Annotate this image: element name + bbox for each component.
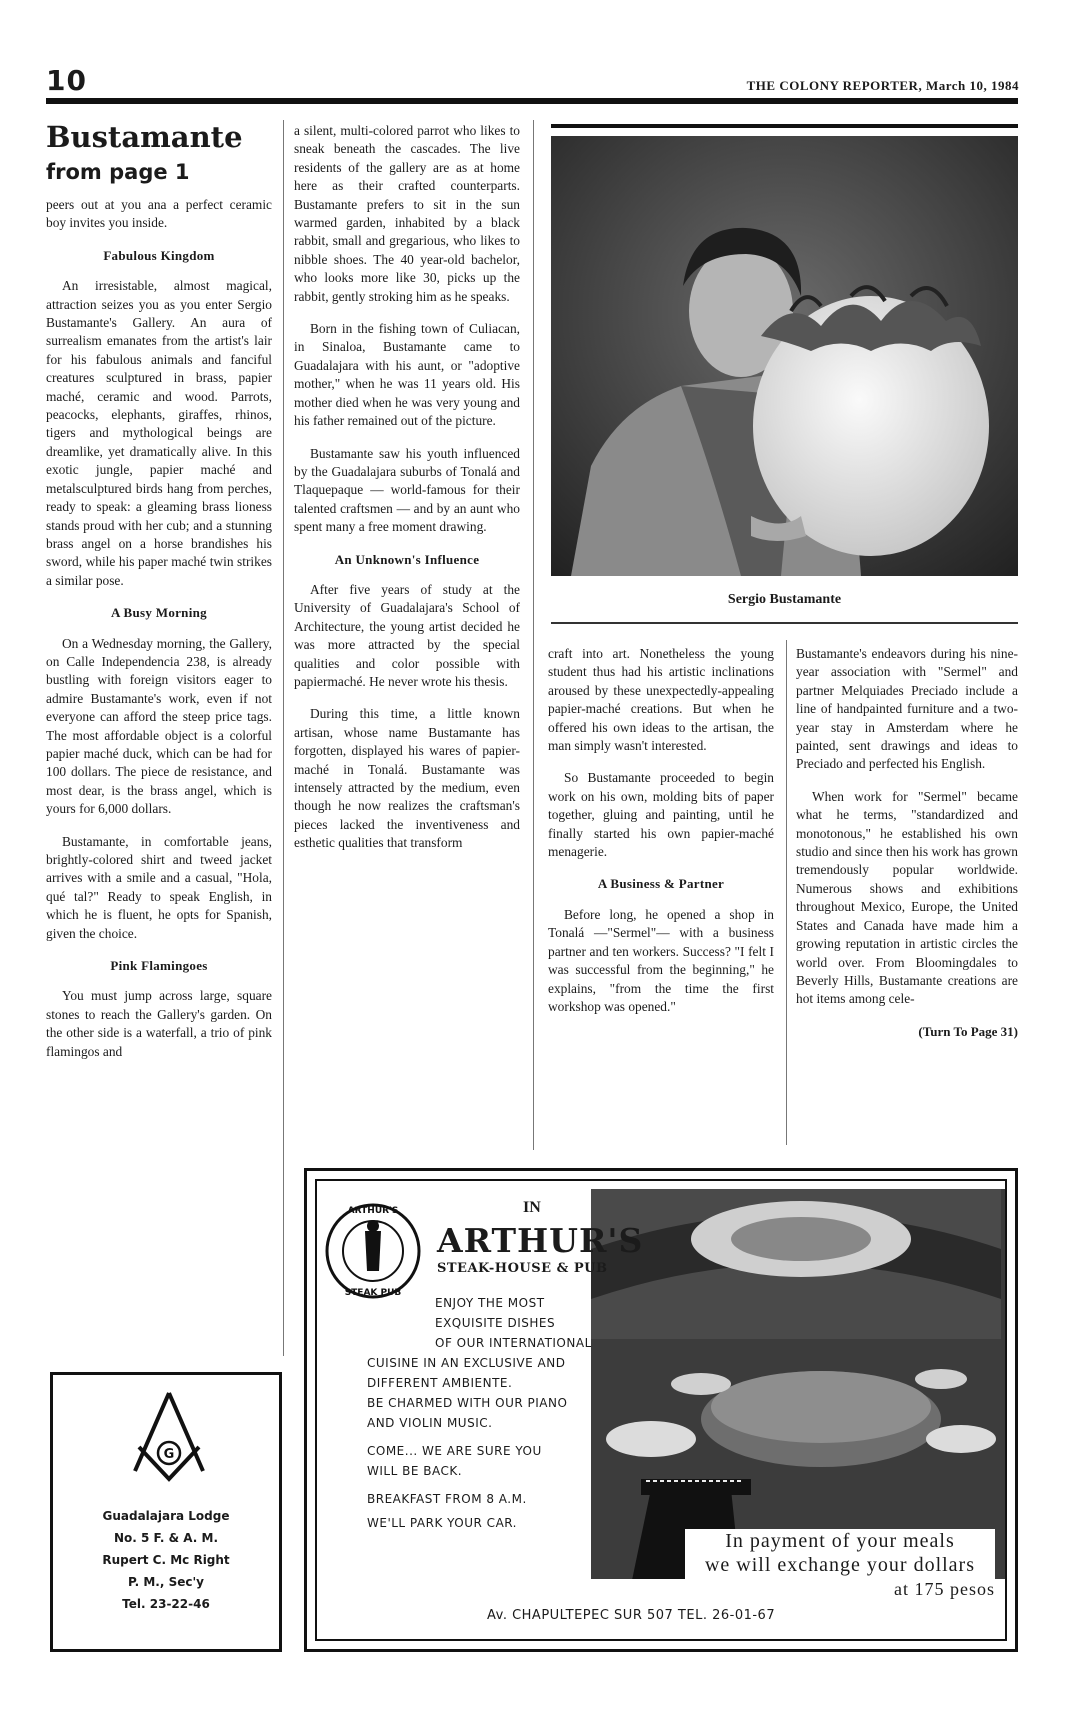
payment-offer — [685, 1529, 995, 1601]
lodge-number: No. 5 F. & A. M. — [113, 1531, 219, 1545]
article-column-3 — [548, 645, 774, 1030]
subhead: from page 1 — [46, 160, 190, 184]
section-heading: A Business & Partner — [597, 876, 725, 892]
restaurant-advertisement — [304, 1168, 1018, 1652]
payment-line: In payment of your meals — [725, 1530, 955, 1552]
payment-line: we will exchange your dollars — [704, 1554, 976, 1576]
ad-line: BREAKFAST FROM 8 A.M. — [367, 1492, 527, 1506]
paragraph: Bustamante, in comfortable jeans, brightly-colored shirt and tweed jacket arrives with a smile and a casual, "Hola, qué tal?" Ready to speak English, in which he is fluent, he opts for Spanish, given the choice. — [46, 833, 272, 941]
lodge-advertisement — [50, 1372, 282, 1652]
paragraph: On a Wednesday morning, the Gallery, on Calle Independencia 238, is already bustling with foreign visitors eager to admire Bustamante's work, even if not everyone can afford the steep price tags. The most affordable object is a colorful papier maché duck, which can be had for 100 dollars. The piece de resistance, and most dear, is the brass angel, which is yours for 6,000 dollars. — [46, 635, 272, 817]
restaurant-address: Av. CHAPULTEPEC SUR 507 TEL. 26-01-67 — [487, 1608, 776, 1623]
column-divider — [786, 640, 787, 1145]
ad-line: BE CHARMED WITH OUR PIANO — [367, 1396, 568, 1410]
photo-caption: Sergio Bustamante — [727, 592, 842, 607]
ad-line: COME... WE ARE SURE YOU — [367, 1444, 542, 1458]
lodge-title: P. M., Sec'y — [128, 1575, 204, 1589]
ad-line: EXQUISITE DISHES — [435, 1316, 556, 1330]
headline: Bustamante — [46, 120, 243, 154]
paragraph: craft into art. Nonetheless the young student thus had his artistic inclinations aroused by these unexpectedly-appealing papier-maché creations. But when he offered his own ideas to the artisan, the man simply wasn't interested. — [548, 646, 774, 754]
ad-line: CUISINE IN AN EXCLUSIVE AND — [367, 1356, 566, 1370]
ad-line: WILL BE BACK. — [367, 1464, 463, 1478]
paragraph: During this time, a little known artisan, whose name Bustamante has forgotten, displayed his wares of papier-maché in Tonalá. Bustamante was intensely attracted by the medium, even though he now realizes the craftsman's pieces lacked the inventiveness and esthetic qualities that transform — [294, 706, 520, 851]
paragraph: When work for "Sermel" became what he terms, "standardized and monotonous," he established his own studio and since then his work has grown tremendously popular worldwide. Numerous shows and exhibitions throughout Mexico, Europe, the United States and Canada have made him a growing reputation in artistic circles the world over. From Bloomingdales to Beverly Hills, Bustamante creations are hot items among cele- — [796, 788, 1018, 1007]
paragraph: You must jump across large, square stones to reach the Gallery's garden. On the other side is a waterfall, a trio of pink flamingos and — [46, 988, 272, 1059]
ad-line: DIFFERENT AMBIENTE. — [367, 1376, 513, 1390]
payment-line: at 175 pesos — [894, 1579, 995, 1599]
section-heading: Fabulous Kingdom — [103, 247, 215, 263]
restaurant-interior-photo — [591, 1189, 1005, 1579]
page-number: 10 — [46, 64, 87, 97]
header-rule — [46, 98, 1018, 104]
portrait-photo — [551, 136, 1018, 576]
paragraph: After five years of study at the University of Guadalajara's School of Architecture, the young artist decided he was more attracted by the special qualities and color possible with papiermaché. He never wrote his thesis. — [294, 581, 520, 689]
ad-frame — [315, 1179, 1007, 1641]
ad-copy — [367, 1293, 647, 1533]
restaurant-name: ARTHUR'S — [437, 1221, 644, 1260]
section-heading: An Unknown's Influence — [334, 551, 480, 567]
masonic-emblem-icon — [53, 1385, 285, 1505]
svg-text:ARTHUR'S: ARTHUR'S — [347, 1206, 399, 1216]
ad-line: WE'LL PARK YOUR CAR. — [367, 1516, 517, 1530]
lodge-contact: Rupert C. Mc Right — [102, 1553, 230, 1567]
paragraph: An irresistable, almost magical, attraction seizes you as you enter Sergio Bustamante's Gallery. An aura of surrealism emanates from the artist's lair for his fabulous animals and fanciful creatures sculptured in brass, papier maché, ceramic and wood. Parrots, peacocks, elephants, giraffes, rhinos, tigers and mythological beings are dreamlike, yet dramatically alive. In this exotic jungle, papier maché and metalsculptured birds hang from perches, ready to speak: a gleaming brass lioness stands proud with her cub; and a stunning brass angel on a horse brandishes his sword, while his paper maché twin strikes a similar pose. — [46, 278, 272, 588]
svg-text:G: G — [163, 1447, 175, 1462]
paragraph: peers out at you ana a perfect ceramic boy invites you inside. — [46, 197, 272, 231]
paragraph: Before long, he opened a shop in Tonalá —"Sermel"— with a business partner and ten workers. Success? "I felt I was successful from the beginning," he explains, "from the time the first workshop was opened." — [548, 906, 774, 1014]
ad-line: AND VIOLIN MUSIC. — [367, 1416, 493, 1430]
section-heading: A Busy Morning — [111, 605, 207, 621]
article-column-4 — [796, 645, 1018, 1041]
ad-line: OF OUR INTERNATIONAL — [435, 1336, 592, 1350]
column-divider — [533, 120, 534, 1150]
column-divider — [283, 120, 284, 1356]
lodge-text — [53, 1505, 279, 1615]
section-heading: Pink Flamingoes — [110, 958, 208, 974]
paragraph: So Bustamante proceeded to begin work on his own, molding bits of paper together, gluing and painting, until he finally started his own papier-maché menagerie. — [548, 770, 774, 860]
svg-text:STEAK PUB: STEAK PUB — [344, 1288, 402, 1298]
restaurant-tagline: STEAK-HOUSE & PUB — [437, 1261, 608, 1276]
article-column-1 — [46, 120, 272, 1075]
photo-rule — [551, 124, 1018, 128]
caption-rule — [551, 622, 1018, 624]
portrait-illustration — [551, 136, 1018, 576]
paragraph: Bustamante's endeavors during his nine-year association with "Sermel" and partner Melquiades Preciado include a line of handpainted furniture and a two-year stay in Amsterdam where he painted, sent drawings and ideas to Preciado and perfected his English. — [796, 646, 1018, 772]
ad-in-label: IN — [523, 1199, 541, 1216]
lodge-phone: Tel. 23-22-46 — [122, 1597, 210, 1611]
paragraph: Born in the fishing town of Culiacan, in Sinaloa, Bustamante came to Guadalajara with his aunt, or "adoptive mother," when he was 11 years old. His mother died when he was very young and his father remained out of the picture. — [294, 321, 520, 429]
paragraph: a silent, multi-colored parrot who likes to sneak beneath the cascades. The live residents of the gallery are as at home here as their crafted counterparts. Bustamante prefers to sit in the sun warmed garden, inhabited by a black rabbit, small and gregarious, who likes to nibble shoes. The 40 year-old bachelor, who looks more like 30, picks up the rabbit, gently stroking him as he speaks. — [294, 123, 520, 304]
photo-block — [551, 124, 1018, 624]
ad-line: ENJOY THE MOST — [435, 1296, 545, 1310]
masthead: THE COLONY REPORTER, March 10, 1984 — [746, 78, 1019, 93]
continued-notice: (Turn To Page 31) — [918, 1023, 1018, 1039]
lodge-name: Guadalajara Lodge — [102, 1509, 230, 1523]
paragraph: Bustamante saw his youth influenced by the Guadalajara suburbs of Tonalá and Tlaquepaque — world-famous for their talented craftsmen — and by an aunt who spent many a free moment drawing. — [294, 445, 520, 535]
article-column-2 — [294, 122, 520, 867]
restaurant-interior-illustration — [591, 1189, 1001, 1579]
